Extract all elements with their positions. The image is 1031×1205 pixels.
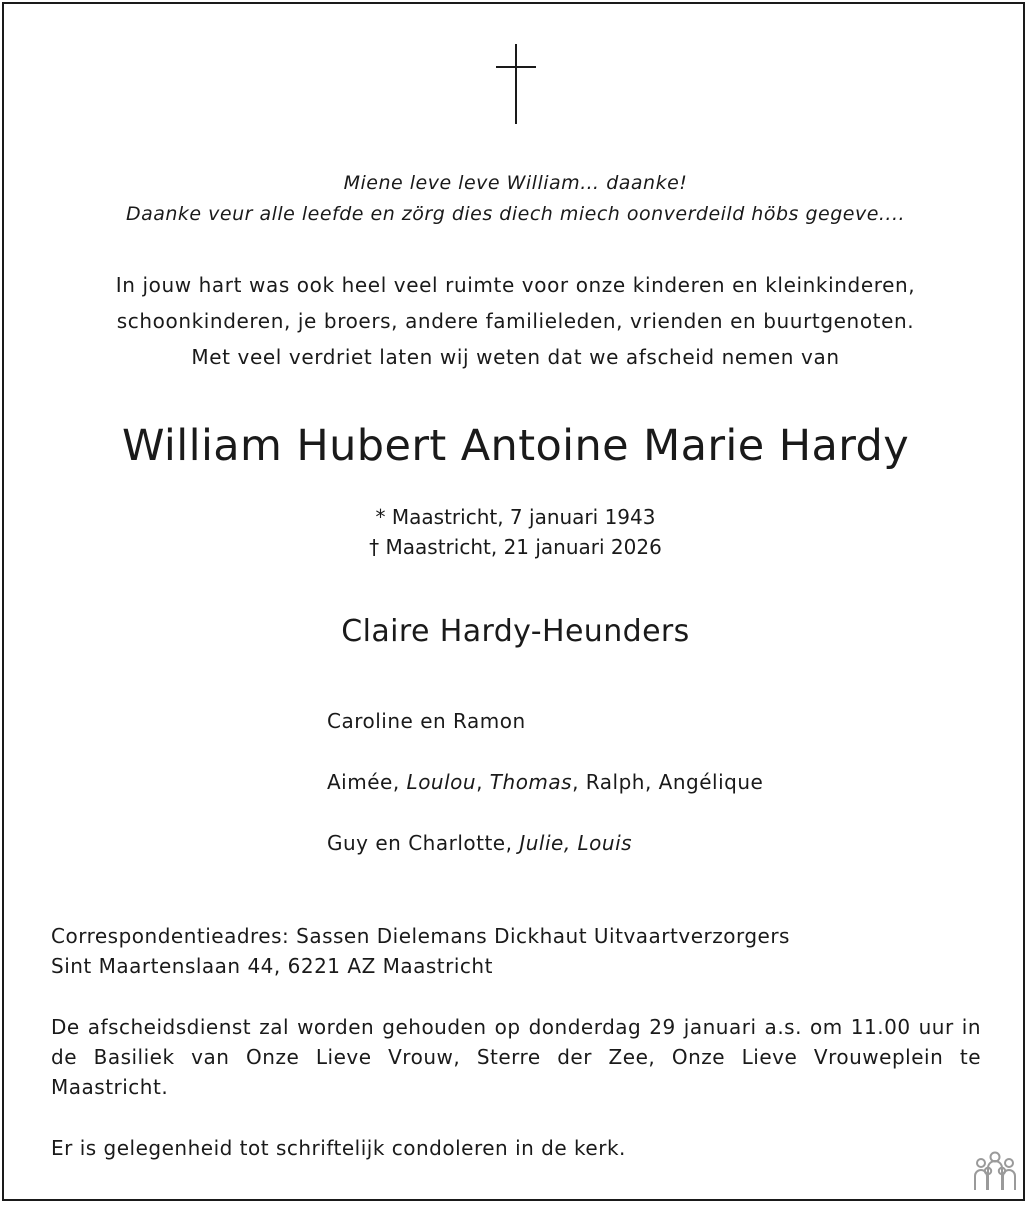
intro-line-2: schoonkinderen, je broers, andere familieleden, vrienden en buurtgenoten. [116, 309, 915, 333]
address-line-1: Correspondentieadres: Sassen Dielemans Dickhaut Uitvaartverzorgers [51, 924, 790, 948]
grandchild-name: Loulou [406, 770, 477, 794]
grandchild-name: Julie, Louis [519, 831, 633, 855]
separator: , [476, 770, 490, 794]
address-line-2: Sint Maartenslaan 44, 6221 AZ Maastricht [51, 954, 493, 978]
cross-icon [496, 44, 536, 124]
family-row-1: Caroline en Ramon [327, 709, 526, 733]
family-row-2 [327, 768, 763, 796]
death-date: † Maastricht, 21 januari 2026 [369, 535, 662, 559]
quote-line-1: Miene leve leve William… daanke! [343, 172, 688, 194]
condolence-note: Er is gelegenheid tot schriftelijk condoleren in de kerk. [51, 1136, 626, 1160]
quote-line-2: Daanke veur alle leefde en zörg dies diech miech oonverdeild höbs gegeve.... [125, 203, 906, 225]
grandchild-name: Thomas [489, 770, 573, 794]
intro-line-1: In jouw hart was ook heel veel ruimte voor onze kinderen en kleinkinderen, [115, 273, 916, 297]
family-name: Aimée, [327, 770, 407, 794]
spouse-name: Claire Hardy-Heunders [341, 614, 690, 649]
family-people-logo-icon [972, 1150, 1018, 1192]
family-name: Guy en Charlotte, [327, 831, 520, 855]
intro-text [0, 267, 1031, 375]
intro-line-3: Met veel verdriet laten wij weten dat we afscheid nemen van [191, 345, 840, 369]
birth-date: * Maastricht, 7 januari 1943 [375, 505, 656, 529]
correspondence-address [51, 921, 790, 981]
family-row-3 [327, 829, 632, 857]
life-dates [0, 502, 1031, 562]
family-name: , Ralph, Angélique [572, 770, 764, 794]
dialect-quote [0, 168, 1031, 230]
service-details: De afscheidsdienst zal worden gehouden op donderdag 29 januari a.s. om 11.00 uur in de Basiliek van Onze Lieve Vrouw, Sterre der Zee, Onze Lieve Vrouweplein te Maastricht. [51, 1015, 981, 1099]
deceased-name: William Hubert Antoine Marie Hardy [121, 421, 910, 471]
